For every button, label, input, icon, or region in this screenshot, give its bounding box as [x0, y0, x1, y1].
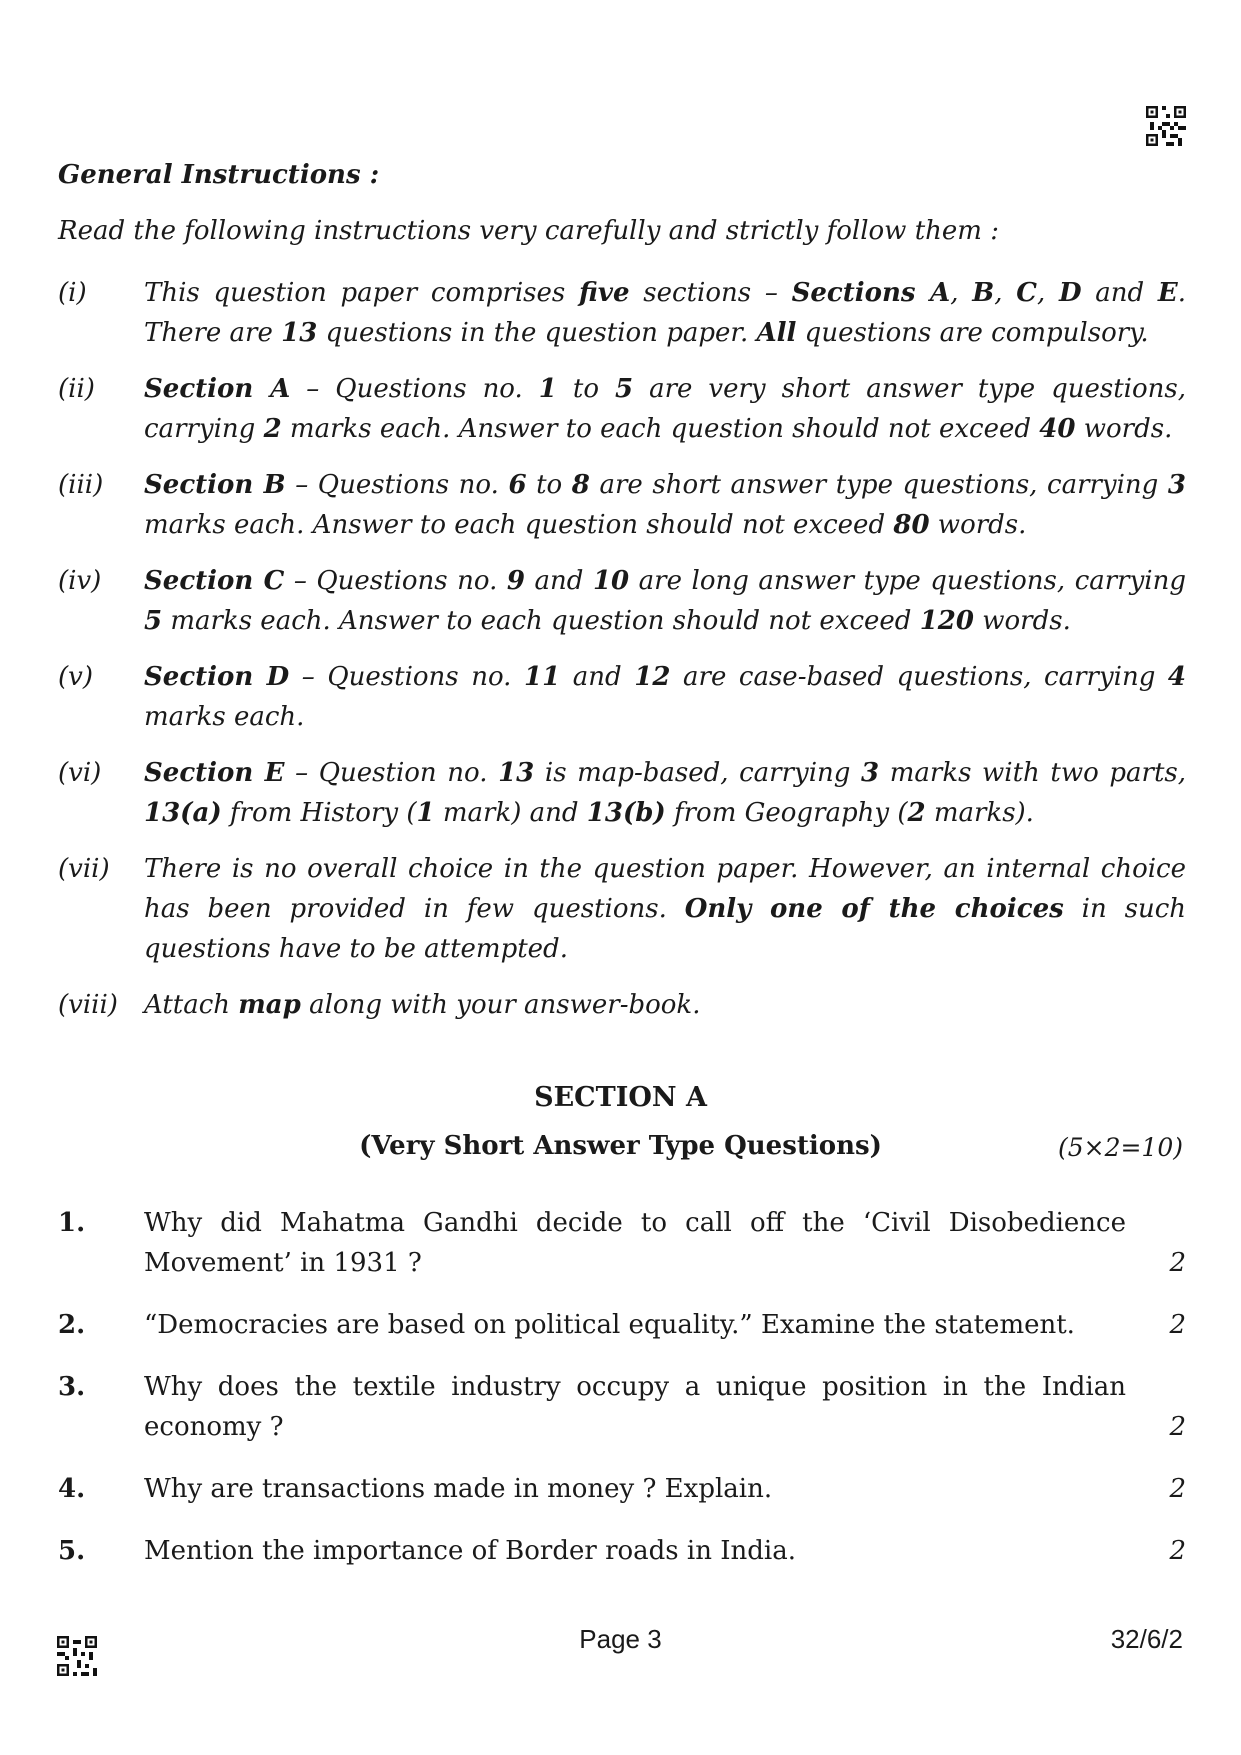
instruction-item: [58, 985, 1186, 1025]
question-text: Why does the textile industry occupy a unique position in the Indian economy ?: [144, 1372, 1126, 1442]
section-marks: (5×2=10): [1057, 1133, 1183, 1162]
instruction-text: Section B – Questions no. 6 to 8 are short answer type questions, carrying 3 marks each. Answer to each question should not exceed 80 words.: [144, 470, 1186, 540]
instruction-text: This question paper comprises five sections – Sections A, B, C, D and E. There are 13 questions in the question paper. All questions are compulsory.: [144, 278, 1186, 348]
instruction-text: There is no overall choice in the question paper. However, an internal choice has been provided in few questions. Only one of the choices in such questions have to be attempted.: [144, 854, 1186, 964]
instruction-text: Section A – Questions no. 1 to 5 are very short answer type questions, carrying 2 marks each. Answer to each question should not exceed 40 words.: [144, 374, 1186, 444]
instruction-item: [58, 753, 1186, 833]
question-marks: 2: [1169, 1474, 1186, 1504]
question-number: 3.: [58, 1372, 86, 1402]
instruction-number: (vii): [58, 854, 110, 884]
instruction-item: [58, 849, 1186, 969]
instruction-text: Attach map along with your answer-book.: [144, 990, 701, 1020]
section-subtitle: (Very Short Answer Type Questions): [359, 1131, 882, 1161]
section-title: SECTION A: [534, 1082, 707, 1113]
question-text: Why are transactions made in money ? Explain.: [144, 1474, 773, 1504]
question-item: [58, 1367, 1186, 1447]
instruction-number: (ii): [58, 374, 95, 404]
question-item: [58, 1305, 1186, 1345]
instruction-item: [58, 273, 1186, 353]
question-marks: 2: [1169, 1310, 1186, 1340]
instruction-list: [58, 273, 1186, 1041]
instruction-number: (viii): [58, 990, 118, 1020]
question-text: Mention the importance of Border roads in India.: [144, 1536, 796, 1566]
instruction-text: Section D – Questions no. 11 and 12 are case-based questions, carrying 4 marks each.: [144, 662, 1187, 732]
question-marks: 2: [1169, 1412, 1186, 1442]
question-item: [58, 1531, 1186, 1571]
instruction-text: Section E – Question no. 13 is map-based, carrying 3 marks with two parts, 13(a) from History (1 mark) and 13(b) from Geography (2 marks).: [144, 758, 1186, 828]
question-text: Why did Mahatma Gandhi decide to call off the ‘Civil Disobedience Movement’ in 1931 ?: [144, 1208, 1126, 1278]
question-text: “Democracies are based on political equality.” Examine the statement.: [144, 1310, 1075, 1340]
question-list: [58, 1203, 1186, 1593]
instruction-item: [58, 465, 1186, 545]
page-heading: General Instructions :: [58, 160, 380, 190]
instruction-item: [58, 561, 1186, 641]
instruction-number: (v): [58, 662, 93, 692]
intro-text: Read the following instructions very carefully and strictly follow them :: [58, 216, 999, 246]
question-number: 2.: [58, 1310, 86, 1340]
instruction-number: (iv): [58, 566, 102, 596]
instruction-item: [58, 657, 1186, 737]
question-number: 5.: [58, 1536, 86, 1566]
instruction-number: (iii): [58, 470, 104, 500]
question-item: [58, 1469, 1186, 1509]
instruction-number: (vi): [58, 758, 102, 788]
instruction-item: [58, 369, 1186, 449]
page-number: Page 3: [579, 1624, 662, 1654]
instruction-number: (i): [58, 278, 87, 308]
question-marks: 2: [1169, 1536, 1186, 1566]
question-item: [58, 1203, 1186, 1283]
qr-code-icon: [1146, 106, 1186, 146]
question-marks: 2: [1169, 1248, 1186, 1278]
question-number: 1.: [58, 1208, 86, 1238]
paper-code: 32/6/2: [1110, 1624, 1183, 1654]
question-number: 4.: [58, 1474, 86, 1504]
instruction-text: Section C – Questions no. 9 and 10 are long answer type questions, carrying 5 marks each. Answer to each question should not exceed 120 words.: [144, 566, 1187, 636]
